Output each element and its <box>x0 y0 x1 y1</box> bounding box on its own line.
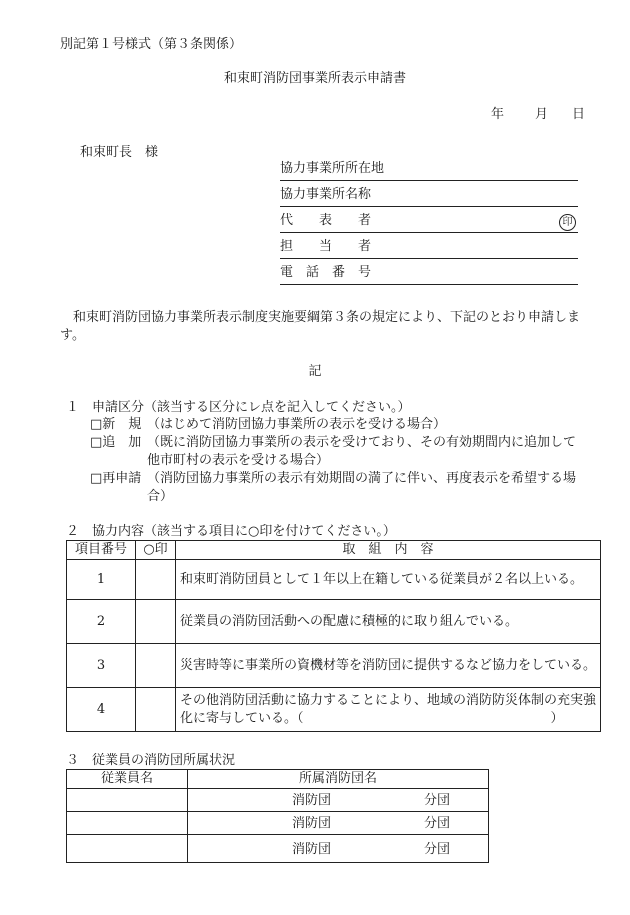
table-row <box>67 688 601 732</box>
field-location[interactable] <box>280 160 578 181</box>
option-desc: （既に消防団協力事業所の表示を受けており、その有効期間内に追加して他市町村の表示を受ける場合） <box>147 435 577 468</box>
seal-icon: 印 <box>559 214 576 231</box>
option-label: 新 規 <box>102 417 142 432</box>
item-content: 従業員の消防団活動への配慮に積極的に取り組んでいる。 <box>176 600 601 644</box>
checkbox-icon[interactable]: □ <box>90 435 103 450</box>
mark-cell[interactable] <box>136 688 176 732</box>
item-number: 2 <box>67 600 136 644</box>
team-label: 消防団 <box>292 842 332 857</box>
item-content: その他消防団活動に協力することにより、地域の消防防災体制の充実強化に寄与している。（ ） <box>176 688 601 732</box>
employee-name-cell[interactable] <box>67 835 188 863</box>
mark-cell[interactable] <box>136 644 176 688</box>
field-contact-person[interactable] <box>280 238 578 259</box>
date-month: 月 <box>535 107 549 122</box>
item-number: 1 <box>67 560 136 600</box>
section1-heading: １ 申請区分（該当する区分にレ点を記入してください。） <box>66 400 411 415</box>
field-label: 協力事業所所在地 <box>280 161 385 177</box>
intro-paragraph: 和束町消防団協力事業所表示制度実施要綱第３条の規定により、下記のとおり申請します。 <box>60 310 581 343</box>
page-title: 和束町消防団事業所表示申請書 <box>223 71 406 86</box>
item-number: 3 <box>67 644 136 688</box>
checkbox-icon[interactable]: □ <box>90 471 103 486</box>
option-label: 再申請 <box>102 471 142 486</box>
column-header: ○印 <box>136 541 176 560</box>
field-representative[interactable] <box>280 212 578 233</box>
checkbox-icon[interactable]: □ <box>90 417 103 432</box>
item-content: 和束町消防団員として１年以上在籍している従業員が２名以上いる。 <box>176 560 601 600</box>
member-table <box>66 769 489 863</box>
team-cell[interactable] <box>188 835 489 863</box>
field-label: 協力事業所名称 <box>280 187 372 203</box>
employee-name-cell[interactable] <box>67 789 188 812</box>
table-row <box>67 644 601 688</box>
cooperation-table <box>66 540 601 732</box>
column-header: 所属消防団名 <box>188 770 489 789</box>
team-label: 消防団 <box>292 816 332 831</box>
option-desc: （消防団協力事業所の表示有効期間の満了に伴い、再度表示を希望する場合） <box>147 471 577 504</box>
branch-label: 分団 <box>424 793 451 808</box>
item-content: 災害時等に事業所の資機材等を消防団に提供するなど協力をしている。 <box>176 644 601 688</box>
item-number: 4 <box>67 688 136 732</box>
branch-label: 分団 <box>424 816 451 831</box>
team-cell[interactable] <box>188 789 489 812</box>
branch-label: 分団 <box>424 842 451 857</box>
field-label: 担 当 者 <box>280 239 372 255</box>
field-label: 代 表 者 <box>280 213 372 229</box>
employee-name-cell[interactable] <box>67 812 188 835</box>
form-label: 別記第１号様式（第３条関係） <box>60 37 243 52</box>
option-new[interactable] <box>90 416 141 434</box>
field-label: 電 話 番 号 <box>280 265 372 281</box>
table-row <box>67 600 601 644</box>
date-day: 日 <box>572 107 586 122</box>
addressee: 和束町長 様 <box>80 145 159 160</box>
column-header: 従業員名 <box>67 770 188 789</box>
field-phone[interactable] <box>280 264 578 285</box>
mark-cell[interactable] <box>136 560 176 600</box>
section2-heading: ２ 協力内容（該当する項目に○印を付けてください。） <box>66 524 396 539</box>
option-label: 追 加 <box>102 435 142 450</box>
column-header: 取 組 内 容 <box>176 541 601 560</box>
field-company-name[interactable] <box>280 186 578 207</box>
section3-heading: ３ 従業員の消防団所属状況 <box>66 753 236 768</box>
table-row <box>67 812 489 835</box>
table-row <box>67 835 489 863</box>
mark-cell[interactable] <box>136 600 176 644</box>
team-cell[interactable] <box>188 812 489 835</box>
table-row <box>67 560 601 600</box>
table-row <box>67 789 489 812</box>
team-label: 消防団 <box>292 793 332 808</box>
date-year: 年 <box>491 107 505 122</box>
option-desc: （はじめて消防団協力事業所の表示を受ける場合） <box>147 417 447 432</box>
ki-marker: 記 <box>308 364 322 379</box>
column-header: 項目番号 <box>67 541 136 560</box>
